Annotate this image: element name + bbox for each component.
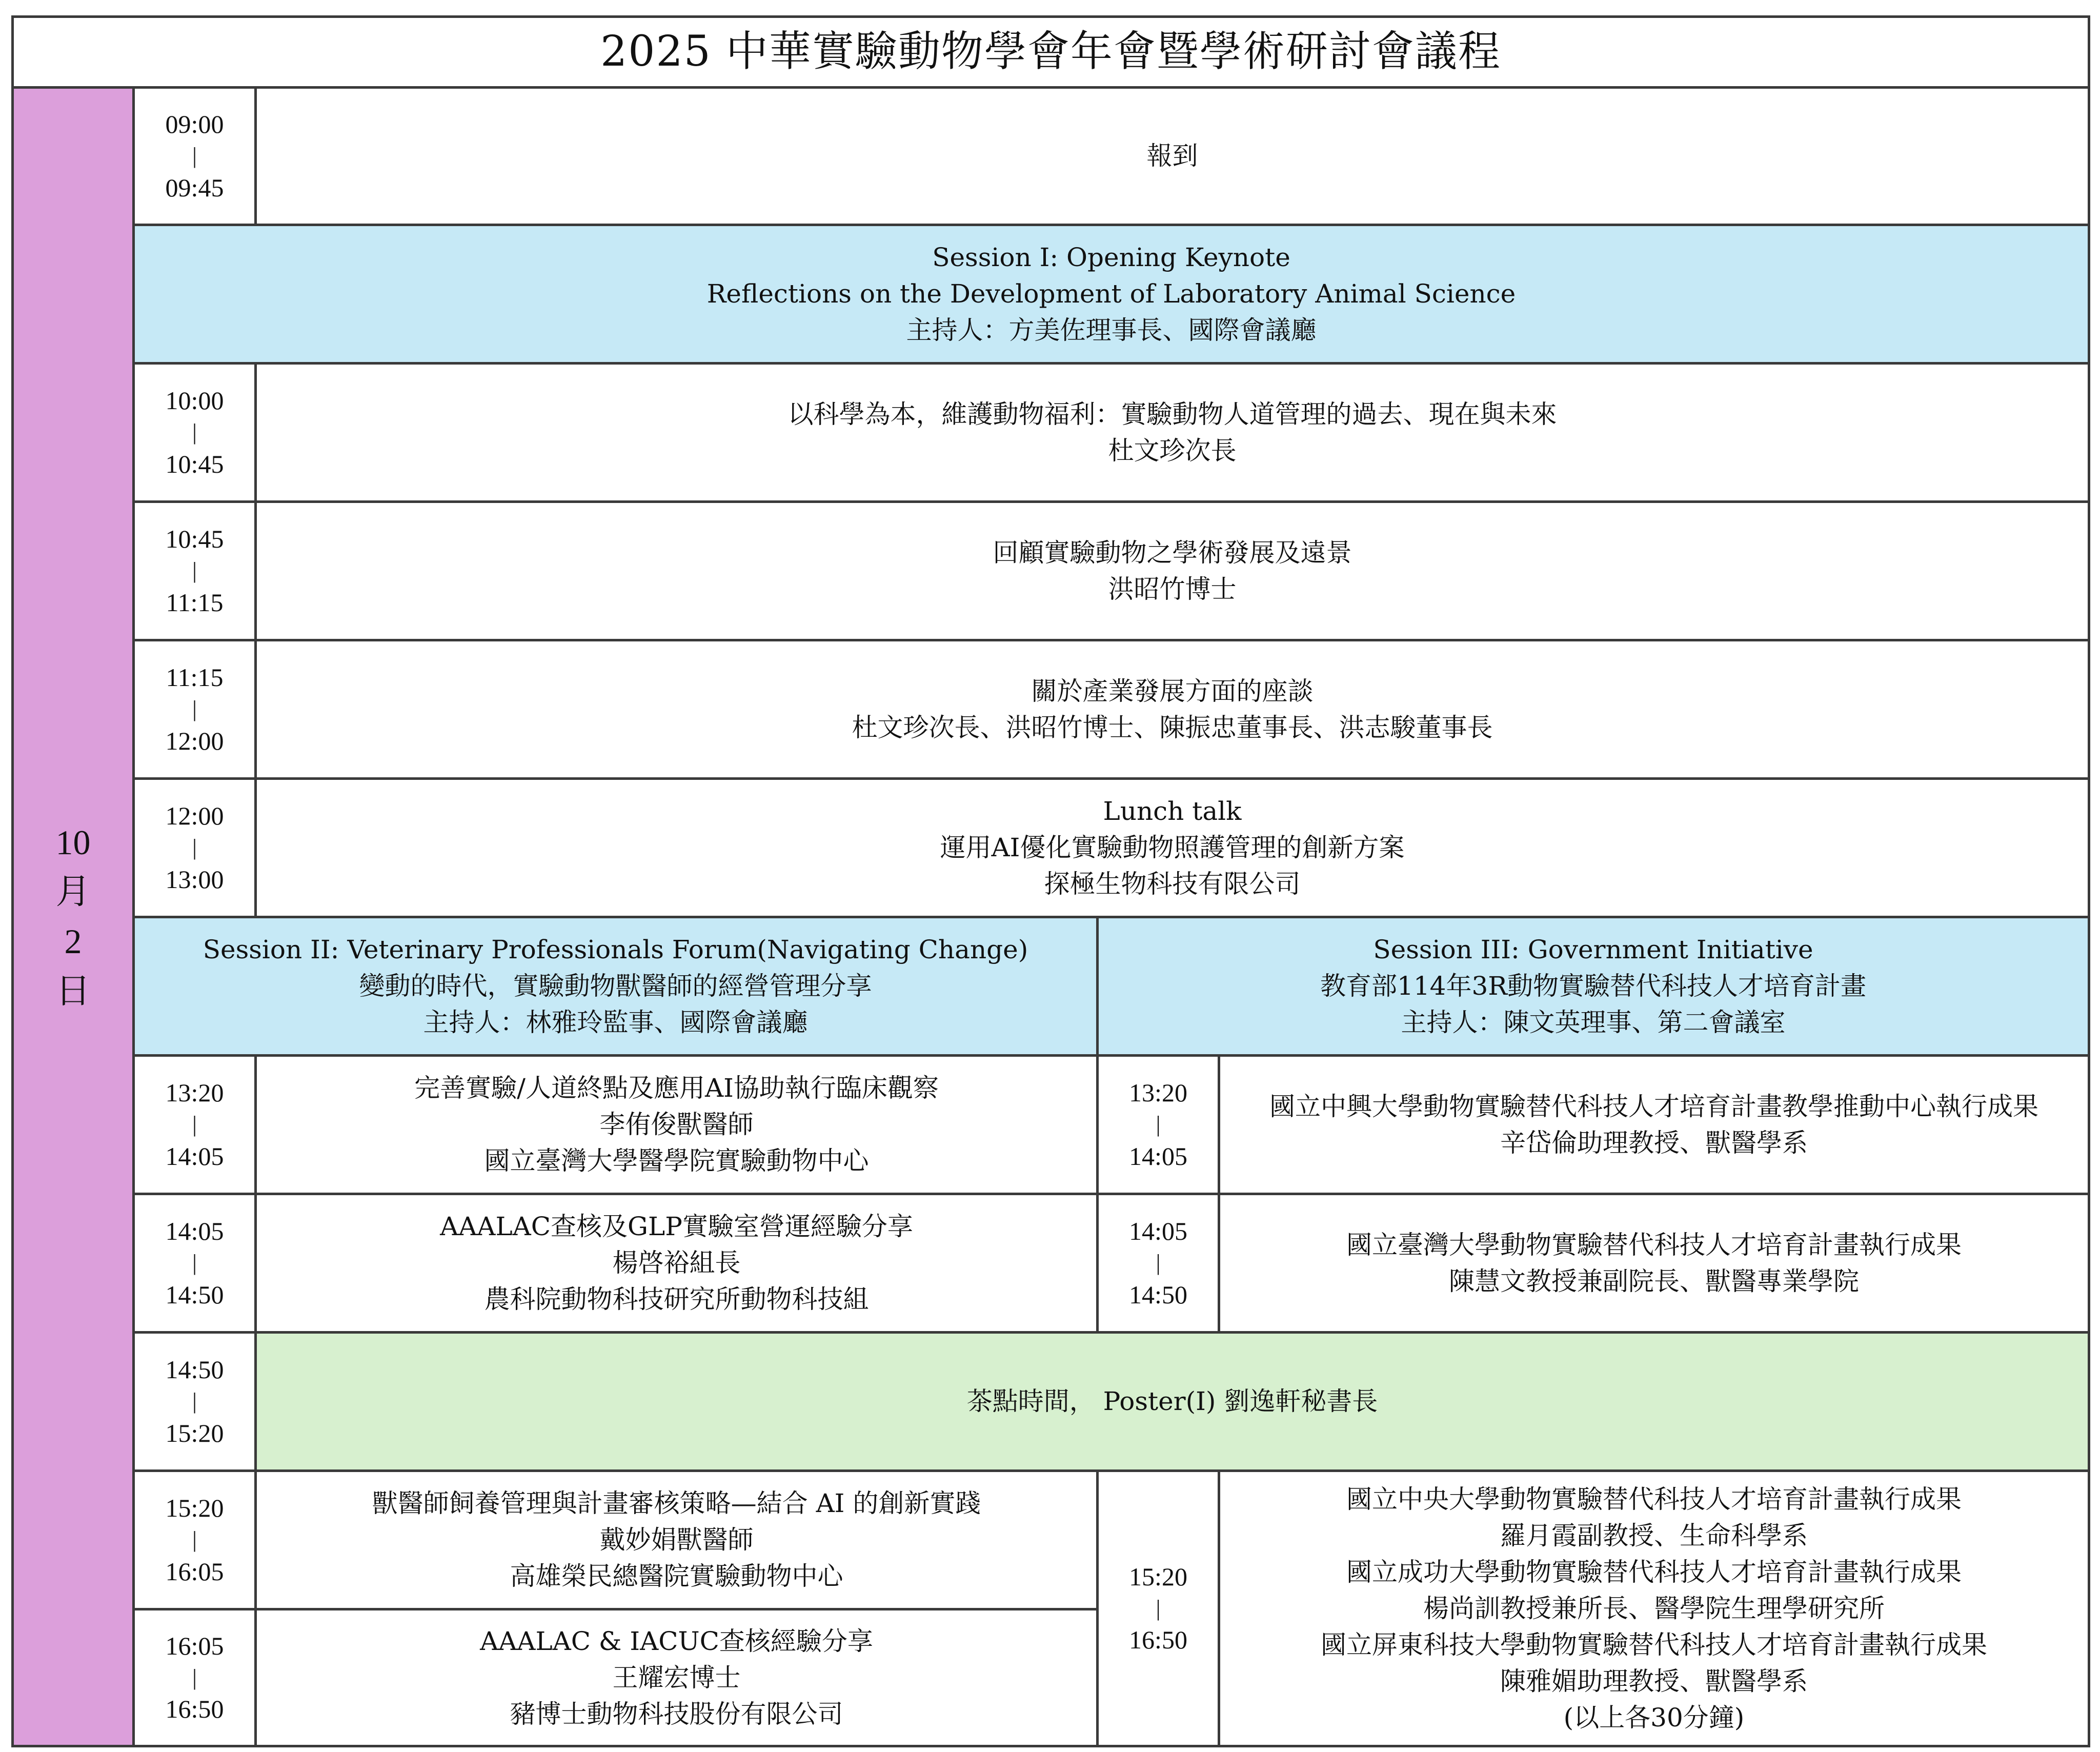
- talk-title: 獸醫師飼養管理與計畫審核策略—結合 AI 的創新實踐: [372, 1488, 981, 1518]
- talk-cell: [1220, 1195, 2088, 1331]
- time-separator: |: [192, 558, 197, 583]
- break-cell: [257, 1334, 2088, 1469]
- session-host: 主持人：林雅玲監事、國際會議廳: [423, 1008, 808, 1037]
- date-day-number: 10: [55, 822, 91, 862]
- page-title: 2025 中華實驗動物學會年會暨學術研討會議程: [600, 27, 1501, 76]
- session-host: 主持人：陳文英理事、第二會議室: [1401, 1008, 1786, 1037]
- time-cell: [135, 1195, 254, 1331]
- time-cell: [135, 641, 254, 777]
- time-start: 15:20: [165, 1494, 224, 1523]
- time-start: 14:05: [165, 1217, 224, 1246]
- time-separator: |: [192, 1388, 197, 1414]
- talk-speaker: 杜文珍次長、洪昭竹博士、陳振忠董事長、洪志駿董事長: [852, 712, 1493, 742]
- time-separator: |: [1156, 1595, 1161, 1621]
- talk-title: 關於產業發展方面的座談: [1031, 676, 1314, 706]
- time-cell: [1099, 1195, 1218, 1331]
- talk-speaker: 楊尚訓教授兼所長、醫學院生理學研究所: [1423, 1593, 1885, 1623]
- time-separator: |: [1156, 1112, 1161, 1137]
- time-end: 13:00: [165, 864, 224, 894]
- time-start: 16:05: [165, 1631, 224, 1660]
- time-cell: [135, 365, 254, 500]
- time-separator: |: [1156, 1250, 1161, 1276]
- talk-cell: [257, 641, 2088, 777]
- time-end: 11:15: [166, 588, 224, 617]
- talk-speaker: 楊啓裕組長: [612, 1248, 741, 1278]
- time-separator: |: [192, 1112, 197, 1137]
- session-title: Session I: Opening Keynote: [932, 243, 1290, 272]
- session2-header: [135, 918, 1096, 1054]
- talk-title: 國立中興大學動物實驗替代科技人才培育計畫教學推動中心執行成果: [1269, 1091, 2038, 1121]
- time-end: 10:45: [165, 449, 224, 478]
- time-cell: [135, 1334, 254, 1469]
- time-end: 12:00: [165, 726, 224, 755]
- session-title: Session III: Government Initiative: [1373, 935, 1813, 964]
- time-end: 14:05: [1129, 1141, 1187, 1171]
- time-cell: [135, 780, 254, 916]
- time-end: 16:50: [165, 1695, 224, 1724]
- talk-title: 國立臺灣大學動物實驗替代科技人才培育計畫執行成果: [1346, 1230, 1962, 1260]
- talk-label: Lunch talk: [1103, 796, 1242, 826]
- time-start: 14:50: [165, 1355, 224, 1384]
- talk-title: 國立中央大學動物實驗替代科技人才培育計畫執行成果: [1346, 1484, 1962, 1514]
- session-subtitle: 變動的時代，實驗動物獸醫師的經營管理分享: [359, 971, 872, 1001]
- talk-title: 運用AI優化實驗動物照護管理的創新方案: [940, 833, 1405, 862]
- time-separator: |: [192, 696, 197, 722]
- session1-header: [135, 226, 2088, 362]
- talk-title: AAALAC查核及GLP實驗室營運經驗分享: [440, 1212, 913, 1241]
- talk-title: AAALAC & IACUC查核經驗分享: [480, 1626, 873, 1656]
- talk-company: 探極生物科技有限公司: [1044, 869, 1301, 899]
- time-start: 11:15: [166, 663, 224, 692]
- break-text: 茶點時間， Poster(I) 劉逸軒秘書長: [966, 1386, 1378, 1416]
- time-cell: [1099, 1057, 1218, 1193]
- time-end: 15:20: [165, 1418, 224, 1447]
- time-cell: [135, 503, 254, 639]
- talk-cell: [257, 503, 2088, 639]
- talk-affiliation: 國立臺灣大學醫學院實驗動物中心: [484, 1146, 869, 1176]
- grid-line: [2088, 15, 2090, 1747]
- title-cell: [14, 18, 2088, 86]
- time-cell: [135, 89, 254, 224]
- time-separator: |: [192, 835, 197, 860]
- time-end: 16:05: [165, 1557, 224, 1586]
- talk-cell: [257, 1610, 1096, 1745]
- talk-cell: [1220, 1472, 2088, 1745]
- talk-cell: [257, 365, 2088, 500]
- talk-cell: [1220, 1057, 2088, 1193]
- talk-affiliation: 農科院動物科技研究所動物科技組: [484, 1284, 869, 1314]
- time-cell: [1099, 1472, 1218, 1745]
- time-start: 10:00: [165, 386, 224, 415]
- session-host: 主持人：方美佐理事長、國際會議廳: [906, 315, 1317, 345]
- time-end: 14:05: [165, 1141, 224, 1171]
- talk-title: 回顧實驗動物之學術發展及遠景: [993, 537, 1352, 568]
- time-start: 15:20: [1129, 1562, 1187, 1591]
- time-end: 14:50: [1129, 1280, 1187, 1309]
- time-cell: [135, 1472, 254, 1608]
- time-separator: |: [192, 1527, 197, 1553]
- lunch-talk-cell: [257, 780, 2088, 916]
- time-end: 16:50: [1129, 1625, 1187, 1655]
- talk-cell: [257, 1057, 1096, 1193]
- session-subtitle: 教育部114年3R動物實驗替代科技人才培育計畫: [1320, 971, 1866, 1001]
- time-start: 12:00: [165, 801, 224, 831]
- registration-text: 報到: [1146, 141, 1198, 171]
- talk-speaker: 李侑俊獸醫師: [599, 1110, 754, 1139]
- talk-speaker: 陳雅媚助理教授、獸醫學系: [1500, 1666, 1808, 1696]
- time-separator: |: [192, 419, 197, 445]
- talk-cell: [257, 1472, 1096, 1608]
- talk-speaker: 王耀宏博士: [612, 1662, 741, 1693]
- session-subtitle: Reflections on the Development of Laboratory Animal Science: [706, 279, 1516, 309]
- talk-speaker: 杜文珍次長: [1108, 435, 1237, 466]
- time-separator: |: [192, 1664, 197, 1690]
- time-end: 09:45: [165, 173, 224, 202]
- time-start: 13:20: [165, 1078, 224, 1107]
- talk-affiliation: 高雄榮民總醫院實驗動物中心: [510, 1561, 843, 1591]
- registration-cell: [257, 89, 2088, 224]
- talk-title: 國立成功大學動物實驗替代科技人才培育計畫執行成果: [1346, 1557, 1962, 1587]
- grid-line: [11, 1745, 2090, 1747]
- time-end: 14:50: [165, 1280, 224, 1309]
- time-cell: [135, 1057, 254, 1193]
- talk-title: 國立屏東科技大學動物實驗替代科技人才培育計畫執行成果: [1321, 1629, 1987, 1660]
- talk-speaker: 洪昭竹博士: [1108, 574, 1237, 604]
- time-start: 13:20: [1129, 1078, 1187, 1107]
- duration-note: (以上各30分鐘): [1563, 1702, 1745, 1733]
- talk-affiliation: 豬博士動物科技股份有限公司: [510, 1699, 843, 1729]
- date-month-char: 月: [55, 872, 91, 912]
- talk-title: 完善實驗/人道終點及應用AI協助執行臨床觀察: [414, 1073, 939, 1103]
- talk-cell: [257, 1195, 1096, 1331]
- date-cell: [14, 89, 132, 1745]
- talk-speaker: 羅月霞副教授、生命科學系: [1500, 1520, 1808, 1550]
- talk-speaker: 陳慧文教授兼副院長、獸醫專業學院: [1449, 1266, 1859, 1296]
- talk-speaker: 戴妙娟獸醫師: [599, 1525, 754, 1555]
- date-date-number: 2: [64, 922, 82, 961]
- session3-header: [1099, 918, 2088, 1054]
- time-start: 14:05: [1129, 1217, 1187, 1246]
- date-day-char: 日: [55, 971, 91, 1011]
- time-start: 10:45: [165, 525, 224, 554]
- time-separator: |: [192, 143, 197, 169]
- time-separator: |: [192, 1250, 197, 1276]
- talk-title: 以科學為本，維護動物福利：實驗動物人道管理的過去、現在與未來: [788, 399, 1557, 429]
- time-cell: [135, 1610, 254, 1745]
- session-title: Session II: Veterinary Professionals Forum(Navigating Change): [203, 935, 1028, 964]
- time-start: 09:00: [165, 110, 224, 139]
- talk-speaker: 辛岱倫助理教授、獸醫學系: [1500, 1127, 1808, 1158]
